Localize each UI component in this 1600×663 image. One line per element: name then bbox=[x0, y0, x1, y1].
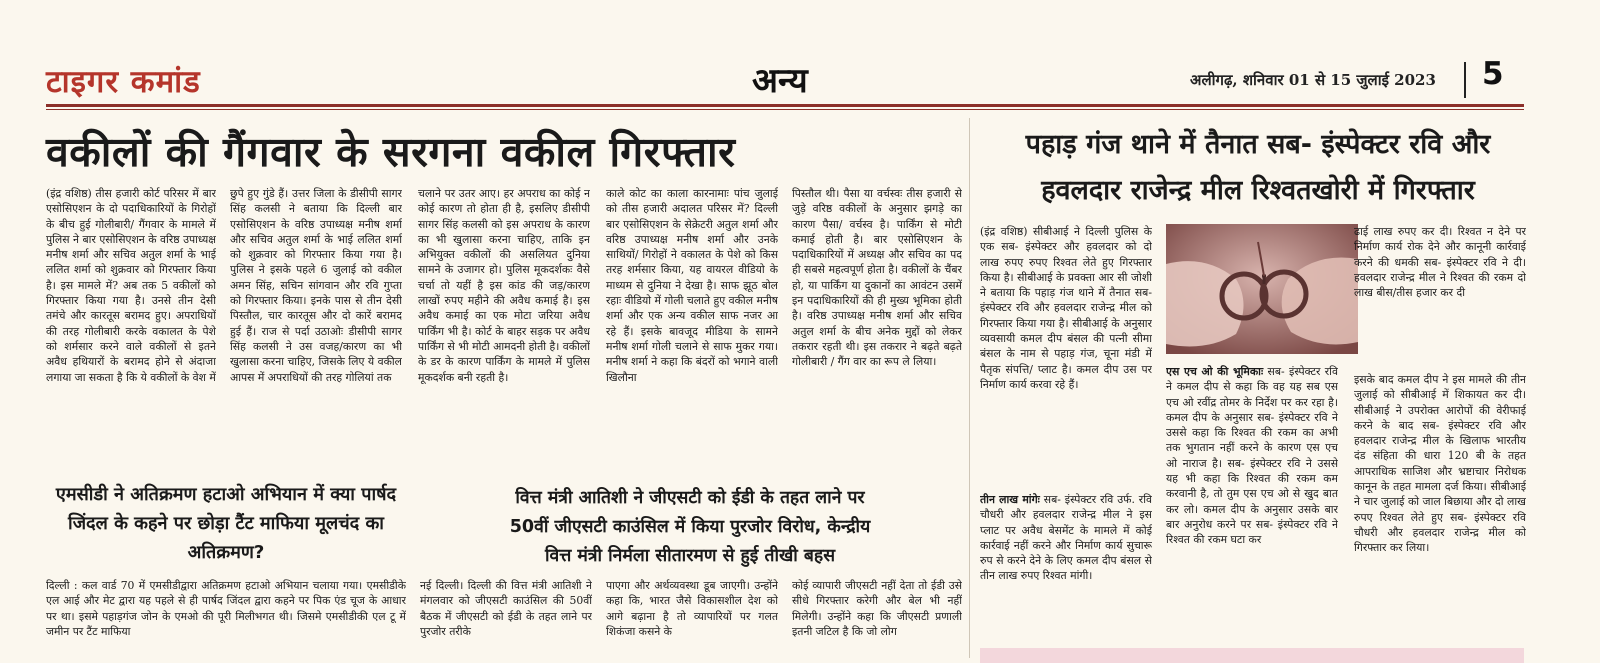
story1-column-4: काले कोट का काला कारनामाः पांच जुलाई को तीस हजारी अदालत परिसर में? दिल्ली बार एसोसिएशन के सेक्रेटरी अतुल शर्मा और वरिष्ठ उपाध्यक्ष मनीष शर्मा और उनके साथियों/ गिरोहों ने वकालत के पेशे को किस तरह शर्मसार किया, यह वायरल वीडियो के माध्यम से दुनिया ने देखा है। साफ झूठ बोल रहाः वीडियो में गोली चलाते हुए वकील मनीष शर्मा और एक अन्य वकील साफ नजर आ रहे हैं। इसके बावजूद मीडिया के सामने मनीष शर्मा गोली चलाने से साफ मुकर गया। मनीष शर्मा ने कहा कि बंदरों को भगाने वाली खिलौना bbox=[606, 187, 778, 384]
story4-column-1: नई दिल्ली। दिल्ली की वित्त मंत्री आतिशी ने मंगलवार को जीएसटी काउंसिल की 50वीं बैठक में जीएसटी को ईडी के तहत लाने पर पुरजोर तरीके bbox=[420, 579, 592, 638]
story4-headline-line1: वित्त मंत्री आतिशी ने जीएसटी को ईडी के तहत लाने पर bbox=[515, 488, 865, 508]
story4-column-2: पाएगा और अर्थव्यवस्था डूब जाएगी। उन्होंने कहा कि, भारत जैसे विकासशील देश को आगे बढ़ाना है तो व्यापारियों पर गलत शिकंजा कसने के bbox=[606, 579, 778, 638]
masthead-brand: टाइगर कमांड bbox=[46, 64, 201, 100]
story2-headline-line1: पहाड़ गंज थाने में तैनात सब- इंस्पेक्टर रवि और bbox=[1025, 129, 1491, 160]
story2-column-1-sub bbox=[980, 492, 1152, 632]
masthead-rule-thin bbox=[46, 109, 1524, 110]
story2-column-2-text: सब- इंस्पेक्टर रवि ने कमल दीप से कहा कि वह यह सब एस एच ओ रवींद्र तोमर के निर्देश पर कर रहा है। कमल दीप के अनुसार सब- इंस्पेक्टर रवि ने उससे कहा कि रिश्वत की रकम का अभी तक भुगतान नहीं करने के कारण एस एच ओ नाराज है। सब- इंस्पेक्टर रवि ने उससे यह भी कहा कि रिश्वत की रकम कम करवानी है, तो तुम एस एच ओ से खुद बात कर लो। कमल दीप के अनुसार उसके बार बार अनुरोध करने पर सब- इंस्पेक्टर रवि ने रिश्वत की रकम घटा कर bbox=[1166, 365, 1338, 547]
story3-headline: एमसीडी ने अतिक्रमण हटाओ अभियान में क्या पार्षद जिंदल के कहने पर छोड़ा टैंट माफिया मूलचंद का अतिक्रमण? bbox=[55, 484, 397, 563]
story4-headline-line3: वित्त मंत्री निर्मला सीतारमण से हुई तीखी बहस bbox=[544, 546, 836, 566]
story2-headline-line2: हवलदार राजेन्द्र मील रिश्वतखोरी में गिरफ्तार bbox=[1041, 175, 1475, 206]
story2-column-1-top: (इंद्र वशिष्ठ) सीबीआई ने दिल्ली पुलिस के एक सब- इंस्पेक्टर और हवलदार को दो लाख रुपए रुपए रिश्वत लेते हुए गिरफ्तार किया है। सीबीआई के प्रवक्ता आर सी जोशी ने बताया कि पहाड़ गंज थाने में तैनात सब- इंस्पेक्टर रवि और हवलदार राजेन्द्र मील को गिरफ्तार किया गया है। सीबीआई के अनुसार व्यवसायी कमल दीप बंसल की पत्नी सीमा बंसल के नाम से पहाड़ गंज, चूना मंडी में पैतृक संपत्ति/ प्लाट है। कमल दीप उस पर निर्माण कार्य करवा रहे हैं। bbox=[980, 225, 1152, 391]
masthead-rule bbox=[46, 104, 1524, 107]
story4-headline bbox=[420, 484, 960, 571]
page-number: 5 bbox=[1482, 56, 1504, 92]
story1-column-5: पिस्तौल थी। पैसा या वर्चस्वः तीस हजारी से जुड़े वरिष्ठ वकीलों के अनुसार झगड़े का कारण पैसा/ वर्चस्व है। पार्किंग से मोटी कमाई होती है। बार एसोसिएशन के पदाधिकारियों में अध्यक्ष और सचिव का पद ही सबसे महत्वपूर्ण होता है। वकीलों के चैंबर हो, या पार्किंग या दुकानों का आवंटन उसमें इन पदाधिकारियों की ही मुख्य भूमिका होती है। वरिष्ठ उपाध्यक्ष मनीष शर्मा और सचिव अतुल शर्मा के बीच अनेक मुद्दों को लेकर तकरार रहती थी। इस तकरार ने बढ़ते बढ़ते गोलीबारी / गैंग वार का रूप ले लिया। bbox=[792, 187, 962, 369]
story4-column-3: कोई व्यापारी जीएसटी नहीं देता तो ईडी उसे सीधे गिरफ्तार करेगी और बेल भी नहीं मिलेगी। उन्होंने कहा कि जीएसटी प्रणाली इतनी जटिल है कि जो लोग bbox=[792, 579, 962, 638]
story2-label-sho-role: एस एच ओ की भूमिकाः bbox=[1166, 365, 1264, 378]
story2-headline bbox=[978, 122, 1538, 214]
story1-headline: वकीलों की गैंगवार के सरगना वकील गिरफ्तार bbox=[46, 128, 736, 176]
bottom-ad-strip bbox=[980, 648, 1524, 663]
masthead-separator bbox=[1464, 62, 1466, 98]
story2-sub-label-three-lakh: तीन लाख मांगेः bbox=[980, 493, 1040, 506]
handcuffs-photo bbox=[1166, 224, 1358, 354]
handcuffs-illustration bbox=[1166, 224, 1358, 354]
story2-column-2 bbox=[1166, 364, 1338, 632]
story1-column-1: (इंद्र वशिष्ठ) तीस हजारी कोर्ट परिसर में बार एसोसिएशन के दो पदाधिकारियों के गिरोहों के बीच हुई गोलीबारी/ गैंगवार के मामले में पुलिस ने बार एसोसिएशन के वरिष्ठ उपाध्यक्ष मनीष शर्मा और सचिव अतुल शर्मा के भाई ललित शर्मा को शुक्रवार को गिरफ्तार किया है। इस मामले में? अब तक 5 वकीलों को गिरफ्तार किया गया है। उनसे तीन देसी तमंचे और कारतूस बरामद हुए। अपराधियों की तरह गोलीबारी करके वकालत के पेशे को शर्मसार करने वाले वकीलों से इतने अवैध हथियारों के बरामद होने से अंदाजा लगाया जा सकता है कि ये वकीलों के वेश में bbox=[46, 187, 216, 384]
story1-column-2: छुपे हुए गुंडे हैं। उत्तर जिला के डीसीपी सागर सिंह कलसी ने बताया कि दिल्ली बार एसोसिएशन के वरिष्ठ उपाध्यक्ष मनीष शर्मा और सचिव अतुल शर्मा के भाई ललित शर्मा को शुक्रवार को गिरफ्तार किया गया है। पुलिस ने इसके पहले 6 जुलाई को वकील अमन सिंह, सचिन सांगवान और रवि गुप्ता को गिरफ्तार किया। इनके पास से तीन देसी पिस्तौल, चार कारतूस और दो कारें बरामद हुई हैं। राज से पर्दा उठाओः डीसीपी सागर सिंह कलसी ने उस वजह/कारण का भी खुलासा करना चाहिए, जिसके लिए ये वकील आपस में अपराधियों की तरह गोलियां तक bbox=[230, 187, 402, 384]
story4-headline-line2: 50वीं जीएसटी काउंसिल में किया पुरजोर विरोध, केन्द्रीय bbox=[509, 517, 871, 537]
section-title: अन्य bbox=[752, 61, 808, 101]
column-divider bbox=[969, 118, 970, 658]
dateline: अलीगढ़, शनिवार 01 से 15 जुलाई 2023 bbox=[1190, 71, 1436, 89]
story2-sub-text: सब- इंस्पेक्टर रवि उर्फ. रवि चौधरी और हवलदार राजेन्द्र मील ने इस प्लाट पर अवैध बेसमेंट के मामले में कोई कार्रवाई नहीं करने और निर्माण कार्य सुचारू रुप से करने देने के लिए कमल दीप बंसल से तीन लाख रुपए रिश्वत मांगी। bbox=[980, 493, 1152, 583]
story2-column-3-top: ढाई लाख रुपए कर दी। रिश्वत न देने पर निर्माण कार्य रोक देने और कानूनी कार्रवाई करने की धमकी सब- इंस्पेक्टर रवि ने दी। हवलदार राजेन्द्र मील ने रिश्वत की रकम दो लाख बीस/तीस हजार कर दी bbox=[1354, 225, 1526, 300]
story2-column-3-bottom: इसके बाद कमल दीप ने इस मामले की तीन जुलाई को सीबीआई में शिकायत कर दी। सीबीआई ने उपरोक्त आरोपों की वेरीफाई करने के बाद सब- इंस्पेक्टर रवि और हवलदार राजेन्द्र मील के खिलाफ भारतीय दंड संहिता की धारा 120 बी के तहत आपराधिक साजिश और भ्रष्टाचार निरोधक कानून के तहत मामला दर्ज किया। सीबीआई ने चार जुलाई को जाल बिछाया और दो लाख रुपए रिश्वत लेते हुए सब- इंस्पेक्टर रवि चौधरी और हवलदार राजेन्द्र मील को गिरफ्तार कर लिया। bbox=[1354, 373, 1526, 555]
story3-body: दिल्ली : कल वार्ड 70 में एमसीडीद्वारा अतिक्रमण हटाओ अभियान चलाया गया। एमसीडीके एल आई और मेट द्वारा यह पहले से ही पार्षद जिंदल द्वारा कहने पर पिक एंड चूज के आधार पर था। इसमे पहाड़गंज जोन के एमओ की पूरी मिलीभगत थी। जिसमे एमसीडीकी एल टू में जमीन पर टैंट माफिया bbox=[46, 579, 406, 638]
story1-column-3: चलाने पर उतर आए। हर अपराध का कोई न कोई कारण तो होता ही है, इसलिए डीसीपी सागर सिंह कलसी को इस अपराध के कारण का भी खुलासा करना चाहिए, ताकि इन अभियुक्त वकीलों की असलियत दुनिया सामने के उजागर हो। पुलिस मूकदर्शकः वैसे चर्चा तो यहीं है इस कांड की जड़/कारण लाखों रुपए महीने की अवैध कमाई है। इस अवैध कमाई का एक मोटा जरिया अवैध पार्किंग भी है। कोर्ट के बाहर सड़क पर अवैध पार्किंग से भी मोटी आमदनी होती है। वकीलों के डर के कारण पार्किंग के मामले में पुलिस मूकदर्शक बनी रहती है। bbox=[418, 187, 590, 384]
